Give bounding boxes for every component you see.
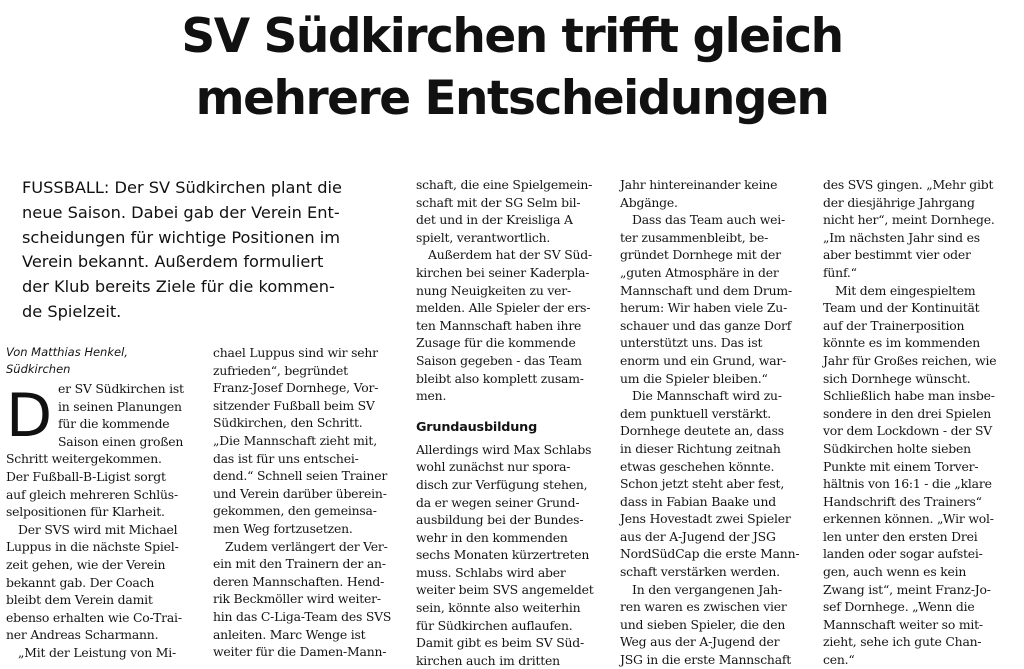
article-column-2 (213, 344, 405, 661)
article-line: ausbildung bei der Bundes- (416, 512, 584, 528)
article-line: könnte es im kommenden (823, 335, 981, 351)
article-line: selpositionen für Klarheit. (6, 504, 165, 520)
article-line: NordSüdCap die erste Mann- (620, 546, 800, 562)
article-line: auf der Trainerposition (823, 317, 965, 333)
article-line: auf gleich mehreren Schlüs- (6, 486, 178, 502)
article-line: Mit dem eingespieltem (835, 282, 976, 298)
article-line: das ist für uns entschei- (213, 450, 359, 466)
teaser-line: scheidungen für wichtige Positionen im (22, 227, 341, 247)
article-line: kirchen auch im dritten (416, 652, 560, 668)
article-line: für Südkirchen auflaufen. (416, 617, 573, 633)
article-line: Jens Hovestadt zwei Spieler (620, 511, 791, 527)
article-line: landen oder sogar aufstei- (823, 546, 983, 562)
article-line: Außerdem hat der SV Süd- (428, 247, 592, 263)
article-line: des SVS gingen. „Mehr gibt (823, 177, 994, 192)
article-line: melden. Alle Spieler der ers- (416, 300, 591, 316)
article-line: Luppus in die nächste Spiel- (6, 539, 179, 555)
article-line: zieht, sehe ich gute Chan- (823, 634, 982, 650)
article-line: bleibt also komplett zusam- (416, 370, 584, 386)
article-line: bekannt gab. Der Coach (6, 574, 155, 590)
article-line: dem punktuell verstärkt. (620, 405, 772, 421)
teaser-line: neue Saison. Dabei gab der Verein Ent- (22, 202, 340, 222)
article-line: sein, könnte also weiterhin (416, 600, 581, 616)
article-line: len unter den ersten Drei (823, 528, 978, 544)
article-line: aber bestimmt vier oder (823, 247, 971, 263)
article-line: sef Dornhege. „Wenn die (823, 599, 975, 615)
article-line: Zwang ist“, meint Franz-Jo- (823, 581, 991, 597)
article-line: det und in der Kreisliga A (416, 212, 573, 228)
article-line: muss. Schlabs wird aber (416, 564, 566, 580)
article-line: sitzender Fußball beim SV (213, 397, 375, 413)
article-line: Schon jetzt steht aber fest, (620, 476, 785, 492)
article-line: anleiten. Marc Wenge ist (213, 626, 366, 642)
byline-author: Von Matthias Henkel, (6, 345, 128, 359)
article-line: zufrieden“, begründet (213, 362, 348, 378)
article-line: Der SVS wird mit Michael (18, 521, 178, 537)
article-line: sondere in den drei Spielen (823, 405, 992, 421)
article-line: ter zusammenbleibt, be- (620, 229, 769, 245)
article-line: Saison einen großen (58, 433, 184, 449)
article-line: aus der A-Jugend der JSG (620, 528, 776, 544)
subheading: Grundausbildung (416, 419, 538, 435)
article-line: da er wegen seiner Grund- (416, 494, 580, 510)
article-line: der diesjährige Jahrgang (823, 194, 975, 210)
article-line: Mannschaft und dem Drum- (620, 282, 792, 298)
article-line: erkennen können. „Wir wol- (823, 511, 994, 527)
article-line: weiter beim SVS angemeldet (416, 582, 594, 598)
article-line: ner Andreas Scharmann. (6, 627, 159, 643)
headline (0, 6, 1024, 130)
article-line: Jahr für Großes reichen, wie (823, 352, 997, 368)
article-line: Der Fußball-B-Ligist sorgt (6, 468, 166, 484)
article-line: wehr in den kommenden (416, 529, 568, 545)
article-line: Saison gegeben - das Team (416, 352, 582, 368)
article-column-5 (823, 176, 1016, 669)
article-line: herum: Wir haben viele Zu- (620, 300, 788, 316)
article-line: sechs Monaten kürzertreten (416, 547, 590, 563)
article-line: vor dem Lockdown - der SV (823, 423, 993, 439)
article-line: Punkte mit einem Torver- (823, 458, 979, 474)
article-line: und sieben Spieler, die den (620, 616, 786, 632)
headline-line-2: mehrere Entscheidungen (195, 71, 829, 126)
byline (6, 344, 206, 377)
article-line: Jahr hintereinander keine (620, 177, 778, 192)
article-line: Südkirchen, den Schritt. (213, 415, 363, 431)
article-line: gekommen, den gemeinsa- (213, 503, 377, 519)
article-line: Handschrift des Trainers“ (823, 493, 982, 509)
article-line: „guten Atmosphäre in der (620, 264, 779, 280)
article-line: er SV Südkirchen ist (58, 381, 184, 396)
article-line: Zusage für die kommende (416, 335, 576, 351)
headline-line-1: SV Südkirchen trifft gleich (181, 9, 843, 64)
article-line: zeit gehen, wie der Verein (6, 556, 166, 572)
article-column-1 (6, 380, 202, 662)
article-line: schaft, die eine Spielgemein- (416, 177, 593, 192)
article-line: ten Mannschaft haben ihre (416, 317, 582, 333)
teaser-line: Verein bekannt. Außerdem formuliert (22, 252, 324, 272)
article-line: nicht her“, meint Dornhege. (823, 212, 995, 228)
article-line: enorm und ein Grund, war- (620, 352, 787, 368)
article-line: dend.“ Schnell seien Trainer (213, 468, 388, 484)
teaser-line: FUSSBALL: Der SV Südkirchen plant die (22, 178, 342, 197)
article-line: men. (416, 388, 447, 404)
article-line: weiter für die Damen-Mann- (213, 644, 387, 660)
article-line: Schritt weitergekommen. (6, 451, 162, 467)
article-line: Mannschaft weiter so mit- (823, 616, 983, 632)
article-line: men Weg fortzusetzen. (213, 520, 353, 536)
article-line: hältnis von 16:1 - die „klare (823, 476, 992, 492)
article-line: hin das C-Liga-Team des SVS (213, 608, 392, 624)
article-line: nung Neuigkeiten zu ver- (416, 282, 571, 298)
article-line: schaft verstärken werden. (620, 564, 780, 580)
article-line: Franz-Josef Dornhege, Vor- (213, 380, 379, 396)
article-line: In den vergangenen Jah- (632, 581, 782, 597)
article-line: gen, auch wenn es kein (823, 564, 967, 580)
article-line: sich Dornhege wünscht. (823, 370, 971, 386)
article-line: disch zur Verfügung stehen, (416, 476, 588, 492)
article-line: unterstützt uns. Das ist (620, 335, 763, 351)
article-line: schauer und das ganze Dorf (620, 317, 792, 333)
article-column-3 (416, 176, 608, 669)
teaser-line: de Spielzeit. (22, 301, 122, 321)
article-line: Team und der Kontinuität (823, 300, 980, 316)
article-line: deren Mannschaften. Hend- (213, 573, 385, 589)
article-line: Allerdings wird Max Schlabs (416, 441, 592, 457)
teaser-line: der Klub bereits Ziele für die kommen- (22, 277, 335, 297)
byline-location: Südkirchen (6, 361, 71, 376)
article-line: JSG in die erste Mannschaft (620, 652, 792, 668)
article-line: „Die Mannschaft zieht mit, (213, 432, 377, 448)
article-line: kirchen bei seiner Kaderpla- (416, 264, 590, 280)
article-line: Weg aus der A-Jugend der (620, 634, 780, 650)
article-line: chael Luppus sind wir sehr (213, 345, 378, 360)
article-line: cen.“ (823, 652, 855, 668)
article-line: Schließlich habe man insbe- (823, 388, 995, 404)
article-line: für die kommende (58, 416, 170, 432)
article-line: Zudem verlängert der Ver- (225, 538, 388, 554)
article-line: Damit gibt es beim SV Süd- (416, 635, 585, 651)
article-line: in seinen Planungen (58, 398, 182, 414)
article-line: ebenso erhalten wie Co-Trai- (6, 609, 182, 625)
article-column-4 (620, 176, 812, 669)
article-line: gründet Dornhege mit der (620, 247, 781, 263)
article-line: „Mit der Leistung von Mi- (18, 644, 177, 660)
article-line: Dass das Team auch wei- (632, 212, 786, 228)
teaser (22, 176, 402, 325)
article-line: wohl zunächst nur spora- (416, 459, 571, 475)
article-line: in dieser Richtung zeitnah (620, 440, 781, 456)
drop-cap: D (6, 381, 53, 451)
article-line: bleibt dem Verein damit (6, 592, 153, 608)
article-line: ren waren es zwischen vier (620, 599, 787, 615)
article-line: Südkirchen holte sieben (823, 440, 971, 456)
article-line: schaft mit der SG Selm bil- (416, 194, 581, 210)
article-line: Dornhege deutete an, dass (620, 423, 784, 439)
article-line: ein mit den Trainern der an- (213, 556, 386, 572)
article-line: fünf.“ (823, 264, 857, 280)
article-line: um die Spieler bleiben.“ (620, 370, 768, 386)
article-line: etwas geschehen könnte. (620, 458, 775, 474)
article-line: und Verein darüber überein- (213, 485, 387, 501)
article-line: rik Beckmöller wird weiter- (213, 591, 381, 607)
article-line: Abgänge. (620, 194, 678, 210)
article-line: „Im nächsten Jahr sind es (823, 229, 980, 245)
article-line: spielt, verantwortlich. (416, 229, 551, 245)
article-line: Die Mannschaft wird zu- (632, 388, 782, 404)
article-line: dass in Fabian Baake und (620, 493, 776, 509)
